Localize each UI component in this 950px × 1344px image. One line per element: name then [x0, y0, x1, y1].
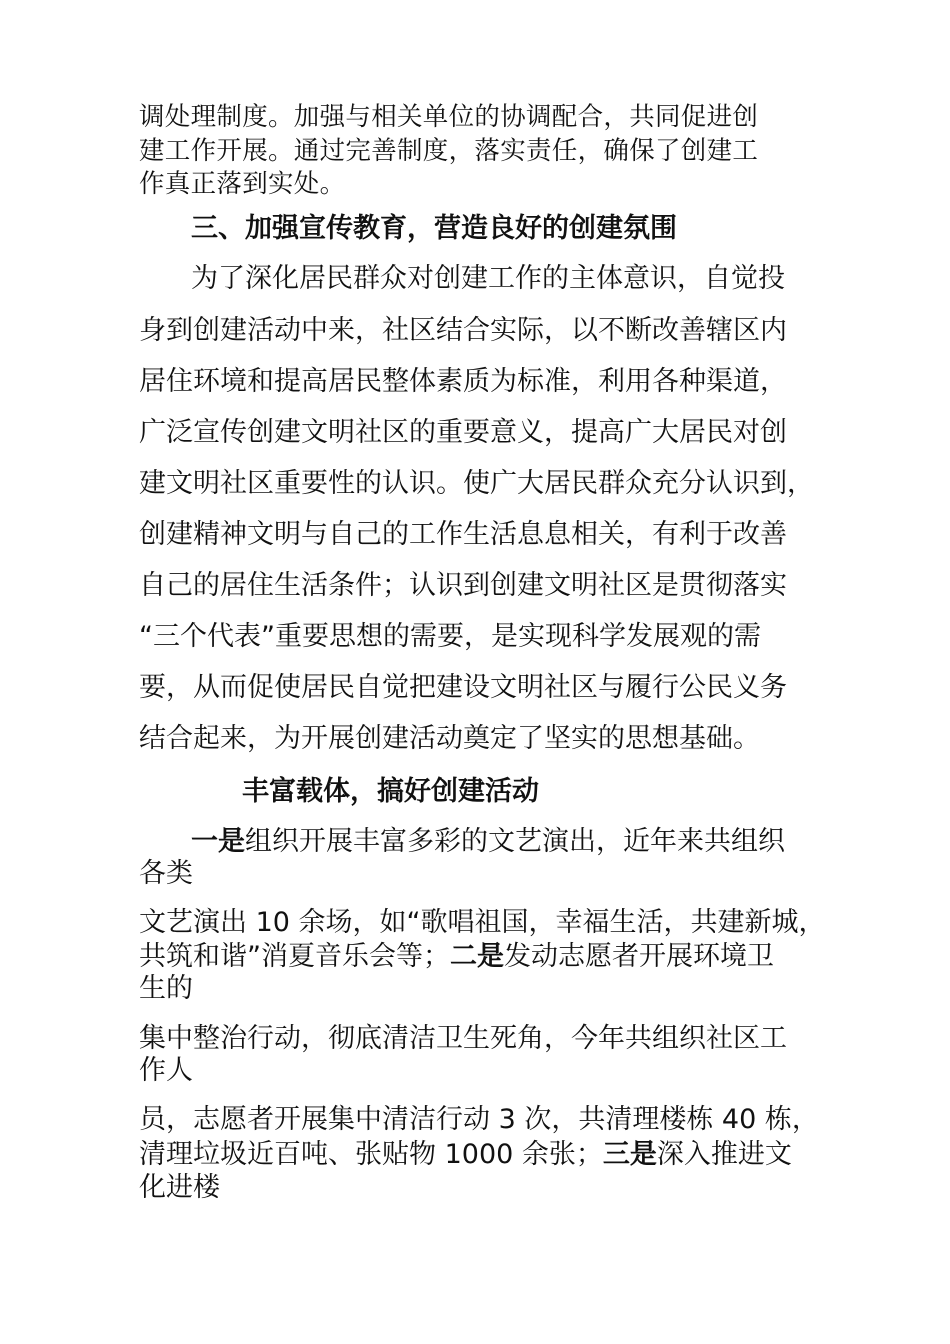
paragraph-line: 建文明社区重要性的认识。使广大居民群众充分认识到， [139, 468, 814, 499]
line-text: 深入推进文 [656, 1139, 792, 1170]
paragraph-line: 身到创建活动中来，社区结合实际，以不断改善辖区内 [139, 315, 787, 346]
line-text: 发动志愿者开展环境卫 [504, 941, 774, 972]
paragraph-line: 各类 [139, 858, 193, 889]
paragraph-line: 结合起来，为开展创建活动奠定了坚实的思想基础。 [139, 723, 760, 754]
line-text: 共筑和谐”消夏音乐会等； [139, 941, 450, 972]
paragraph-line: 要，从而促使居民自觉把建设文明社区与履行公民义务 [139, 672, 787, 703]
paragraph-line: 文艺演出 10 余场，如“歌唱祖国，幸福生活，共建新城， [139, 907, 826, 938]
ordinal-second: 二是 [450, 941, 504, 972]
paragraph-line: 为了深化居民群众对创建工作的主体意识，自觉投 [191, 263, 785, 294]
paragraph-line: 化进楼 [139, 1172, 220, 1203]
ordinal-first: 一是 [191, 826, 245, 857]
paragraph-line [139, 1138, 792, 1172]
line-text: 组织开展丰富多彩的文艺演出，近年来共组织 [245, 826, 785, 857]
paragraph-line: 作人 [139, 1055, 193, 1086]
paragraph-line: 创建精神文明与自己的工作生活息息相关，有利于改善 [139, 519, 787, 550]
section-heading: 丰富载体，搞好创建活动 [242, 776, 539, 807]
paragraph-line: 自己的居住生活条件；认识到创建文明社区是贯彻落实 [139, 570, 787, 601]
paragraph-line: 居住环境和提高居民整体素质为标准，利用各种渠道， [139, 366, 787, 397]
paragraph-line: 集中整治行动，彻底清洁卫生死角，今年共组织社区工 [139, 1023, 787, 1054]
section-heading: 三、加强宣传教育，营造良好的创建氛围 [191, 213, 677, 244]
paragraph-line: 调处理制度。加强与相关单位的协调配合，共同促进创 [139, 102, 759, 132]
paragraph-line [139, 940, 774, 974]
paragraph-line: “三个代表”重要思想的需要，是实现科学发展观的需 [139, 621, 761, 652]
paragraph-line: 作真正落到实处。 [139, 169, 346, 199]
paragraph-line [191, 825, 785, 859]
ordinal-third: 三是 [602, 1139, 657, 1170]
paragraph-line: 员，志愿者开展集中清洁行动 3 次，共清理楼栋 40 栋， [139, 1104, 819, 1135]
paragraph-line: 广泛宣传创建文明社区的重要意义，提高广大居民对创 [139, 417, 787, 448]
line-text: 清理垃圾近百吨、张贴物 1000 余张； [139, 1139, 603, 1170]
paragraph-line: 生的 [139, 973, 193, 1004]
paragraph-line: 建工作开展。通过完善制度，落实责任，确保了创建工 [139, 136, 759, 166]
